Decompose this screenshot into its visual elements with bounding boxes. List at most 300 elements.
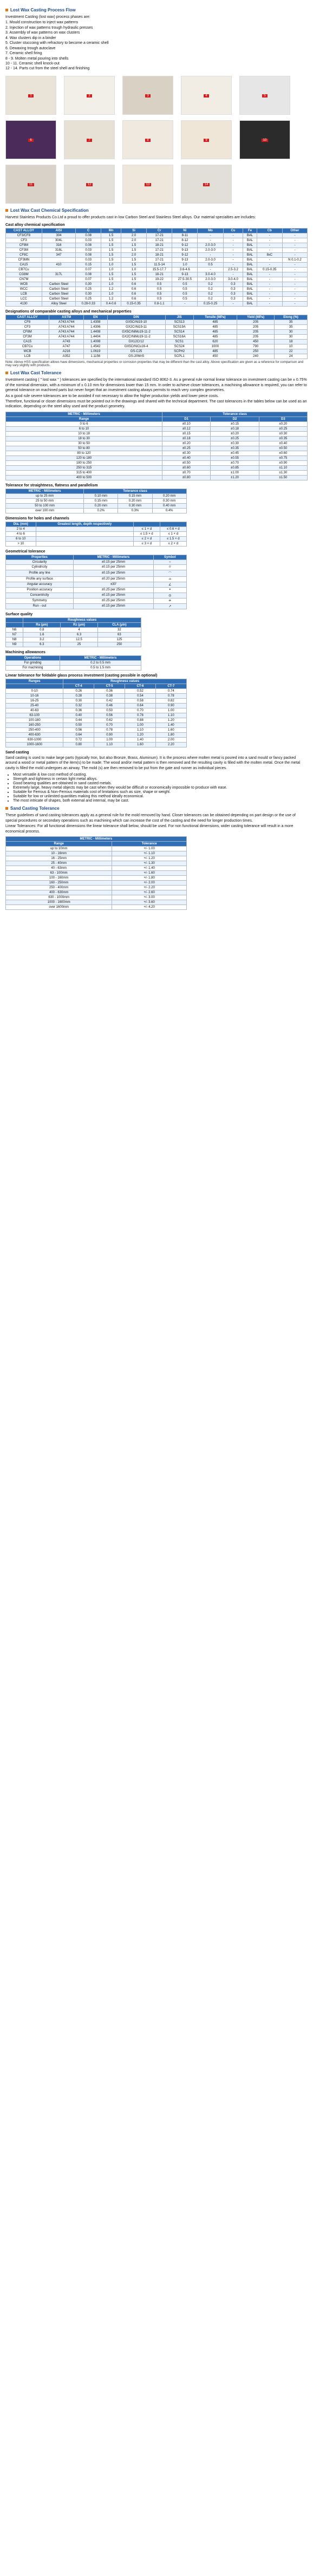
table-cell: 0.15-0.35: [121, 302, 147, 307]
table-cell: 18 to 30: [6, 436, 162, 441]
table-cell: -: [257, 243, 282, 248]
table-cell: 125: [97, 637, 141, 642]
table-cell: 0.42: [94, 698, 125, 703]
table-row: [6, 598, 187, 603]
table-row: [6, 456, 308, 460]
table-cell: ±0.45: [211, 451, 259, 456]
table-cell: 17-21: [147, 248, 172, 253]
table-cell: 10 to 18: [6, 431, 162, 436]
table-row: [6, 727, 187, 732]
designations-title: Designations of comparable casting alloys and mechanical properties: [5, 310, 132, 314]
table-cell: 0.2: [198, 287, 223, 292]
table-cell: 0.5: [172, 297, 198, 302]
table-cell: [36, 531, 133, 536]
table-cell: -: [282, 292, 307, 297]
table-cell: 0.90: [155, 703, 186, 708]
table-cell: over 100 mm: [6, 508, 84, 513]
table-cell: -: [257, 258, 282, 263]
table-cell: 0.40: [63, 713, 94, 718]
table-row: [6, 253, 308, 258]
table-cell: ±0.40: [259, 441, 307, 446]
table-cell: 0.30: [76, 282, 101, 287]
table-cell: A352: [49, 354, 84, 359]
table-cell: 12.5: [61, 637, 97, 642]
table-cell: 0.90: [94, 732, 125, 737]
table-row: [6, 354, 308, 359]
table-cell: 1.2: [101, 287, 121, 292]
table-row: [6, 698, 187, 703]
table-row: [6, 325, 308, 330]
table-cell: BAL: [243, 297, 257, 302]
table-cell: 400-630: [6, 732, 63, 737]
table-header-cell: Tensile (MPa): [193, 315, 237, 320]
table-header-cell: CT-7: [155, 684, 186, 688]
table-cell: 0.38: [94, 693, 125, 698]
table-cell: GS-20Mn5: [107, 354, 165, 359]
table-cell: 0.5: [172, 282, 198, 287]
table-cell: A747: [49, 344, 84, 349]
table-row: [6, 632, 141, 637]
table-cell: 0.32: [63, 703, 94, 708]
process-image-tile: [181, 120, 232, 159]
holes-table: [5, 522, 187, 547]
table-cell: ±0.20: [162, 441, 211, 446]
table-cell: 0.2: [198, 292, 223, 297]
table-cell: 0.50: [63, 723, 94, 727]
table-row: [6, 742, 187, 747]
process-image-number: 13: [145, 183, 152, 186]
table-cell: WCC: [6, 287, 42, 292]
table-cell: 4130: [6, 302, 42, 307]
table-cell: N9: [6, 642, 23, 647]
table-row: [6, 287, 308, 292]
table-cell: 2.5-3.2: [223, 268, 243, 272]
table-cell: SCPL1: [165, 354, 193, 359]
table-cell: 0.78: [94, 727, 125, 732]
table-cell: ±1.20: [211, 475, 259, 480]
table-header-cell: Rz (µm): [61, 622, 97, 627]
table-cell: 30: [275, 330, 308, 335]
table-cell: For machining: [6, 665, 60, 670]
table-header-cell: Greatest length, depth respectively: [36, 522, 133, 526]
table-cell: 1.10: [125, 727, 156, 732]
table-header-cell: Tolerance class: [84, 489, 187, 493]
table-cell: +/- 1.60: [112, 870, 186, 875]
table-cell: -: [223, 233, 243, 238]
table-cell: ±0.25: [259, 426, 307, 431]
table-row: [6, 460, 308, 465]
table-cell: 0.54: [125, 693, 156, 698]
designations-table: [5, 315, 308, 359]
table-header-cell: D2: [211, 417, 259, 421]
process-step: 1. Mould construction to inject wax patterns: [5, 21, 79, 25]
table-cell: LCB: [6, 292, 42, 297]
table-cell: 0.30 mm: [152, 498, 186, 503]
table-cell: CF3M: [6, 335, 49, 340]
sand-casting-subtitle: Sand casting: [5, 750, 29, 754]
sand-casting-bullets: [5, 773, 308, 803]
bullet-item: • Strength and tightness in certain light metal alloys.: [13, 777, 308, 781]
table-cell: 0.5: [147, 282, 172, 287]
table-cell: -: [282, 302, 307, 307]
table-cell: 450: [193, 354, 237, 359]
surface-table: [5, 617, 141, 647]
table-cell: [36, 526, 133, 531]
table-cell: CN7M: [6, 277, 42, 282]
table-cell: 15.5-17.7: [147, 268, 172, 272]
table-cell: 1.00: [155, 708, 186, 713]
table-header-cell: METRIC - Millimeters: [6, 412, 162, 417]
table-row: [6, 344, 308, 349]
table-cell: -: [223, 238, 243, 243]
table-cell: 0.30: [63, 698, 94, 703]
table-cell: 3.0-4.0: [223, 277, 243, 282]
table-row: [6, 526, 187, 531]
table-cell: 40-63: [6, 708, 63, 713]
table-cell: 2.0: [121, 233, 147, 238]
process-step: 8 - 9. Molten metal pouring into shells: [5, 56, 69, 61]
cost-title: Linear tolerance for foldable glass process investment (casting possible in optional): [5, 673, 158, 678]
process-image-tile: [122, 76, 173, 115]
table-row: [6, 875, 187, 880]
table-cell: 0.3: [223, 282, 243, 287]
table-header-cell: Ranges: [6, 679, 63, 684]
table-row: [6, 885, 187, 890]
table-cell: > 10: [6, 541, 36, 546]
table-cell: BAL: [243, 258, 257, 263]
bullet-square-icon: [5, 209, 8, 212]
process-image-number: 10: [262, 139, 269, 142]
table-cell: 0.25: [76, 297, 101, 302]
table-cell: ±0.15 per 25mm: [74, 570, 154, 576]
table-cell: ±0.30: [162, 451, 211, 456]
table-cell: 0.88: [125, 718, 156, 723]
table-cell: GS-C25: [107, 349, 165, 354]
table-cell: ±0.85: [211, 465, 259, 470]
table-cell: 0.07: [76, 268, 101, 272]
table-cell: 1.10: [94, 742, 125, 747]
table-cell: 0.6: [121, 297, 147, 302]
table-header-cell: Cu: [223, 229, 243, 233]
table-cell: -: [223, 272, 243, 277]
table-cell: ±0.25: [162, 446, 211, 451]
table-cell: WCB: [6, 282, 42, 287]
table-row: [6, 560, 187, 564]
process-step: 5. Cluster stuccoing with refractory to become a ceramic shell: [5, 41, 109, 45]
table-cell: 120 to 180: [6, 456, 162, 460]
table-cell: 0.2%: [84, 508, 118, 513]
table-cell: BAL: [243, 233, 257, 238]
table-row: [6, 421, 308, 426]
table-cell: 1.20: [155, 718, 186, 723]
table-cell: -: [223, 302, 243, 307]
table-cell: 0.15 mm: [118, 493, 152, 498]
table-header-cell: METRIC - Millimeters: [6, 489, 84, 493]
table-cell: 0.70: [94, 723, 125, 727]
table-cell: 0.5: [172, 287, 198, 292]
table-cell: 2.00: [155, 737, 186, 742]
table-cell: 1000: [193, 344, 237, 349]
table-cell: +/- 1.30: [112, 861, 186, 866]
table-cell: 0.08: [76, 272, 101, 277]
table-cell: 0.56: [94, 713, 125, 718]
table-cell: 10 - 16mm: [6, 851, 112, 856]
table-cell: BAL: [243, 253, 257, 258]
table-header-cell: CT-6: [125, 684, 156, 688]
table-cell: 1.6: [23, 632, 61, 637]
section-title-tolerance: Lost Wax Cast Tolerance: [5, 370, 308, 375]
table-cell: 35: [275, 320, 308, 325]
table-cell: LCB: [6, 354, 49, 359]
table-row: [6, 465, 308, 470]
table-header-cell: Tolerance class: [162, 412, 308, 417]
table-header-cell: [6, 684, 63, 688]
table-row: [6, 431, 308, 436]
table-cell: 1.4008: [84, 340, 107, 344]
table-cell: Concentricity: [6, 593, 74, 598]
table-cell: 63-100: [6, 713, 63, 718]
table-cell: CG8M: [6, 272, 42, 277]
table-cell: -: [223, 258, 243, 263]
table-row: [6, 713, 187, 718]
process-step: 10 - 11. Ceramic shell knock-out: [5, 61, 60, 66]
table-row: [6, 508, 187, 513]
table-cell: 205: [237, 330, 275, 335]
table-row: [6, 708, 187, 713]
process-image-number: 1: [28, 94, 33, 97]
chemical-table: [5, 228, 308, 307]
table-cell: -: [198, 238, 223, 243]
table-cell: -: [257, 287, 282, 292]
table-row: [6, 349, 308, 354]
table-cell: 0.15 mm: [84, 498, 118, 503]
table-cell: 0.52: [125, 688, 156, 693]
holes-title: Dimensions for holes and channels: [5, 516, 69, 521]
table-cell: -: [282, 248, 307, 253]
table-row: [6, 248, 308, 253]
table-cell: ±0.60: [162, 465, 211, 470]
table-cell: 485: [193, 335, 237, 340]
table-row: [6, 272, 308, 277]
table-row: [6, 665, 141, 670]
table-cell: -: [282, 238, 307, 243]
table-cell: BAL: [243, 287, 257, 292]
process-steps: [5, 20, 308, 71]
table-cell: 18-21: [147, 253, 172, 258]
table-row: [6, 441, 308, 446]
table-header-cell: [160, 522, 186, 526]
table-cell: -: [257, 292, 282, 297]
table-cell: ±30': [74, 582, 154, 587]
table-cell: 24: [275, 354, 308, 359]
table-cell: 450: [237, 340, 275, 344]
bullet-item: • Good bearing qualities are obtained in sand casted metals.: [13, 782, 308, 785]
table-cell: ≤ 2 × d: [133, 536, 160, 541]
table-cell: 100-160: [6, 718, 63, 723]
process-image-number: 8: [145, 139, 150, 142]
table-cell: BAL: [243, 238, 257, 243]
table-row: [6, 541, 187, 546]
table-cell: ±0.35: [211, 446, 259, 451]
table-cell: CF3M: [6, 248, 42, 253]
process-step: 6. Dewaxing trough autoclave: [5, 46, 56, 50]
table-cell: [36, 541, 133, 546]
table-cell: 250 - 400mm: [6, 885, 112, 890]
table-cell: GX12Cr12: [107, 340, 165, 344]
section-title-chemical: Lost Wax Cast Chemical Specification: [5, 208, 308, 213]
table-header-cell: Mn: [101, 229, 121, 233]
table-cell: 18: [275, 340, 308, 344]
table-cell: 25-40: [6, 703, 63, 708]
table-row: [6, 582, 187, 587]
table-cell: GX5CrNiCu16-4: [107, 344, 165, 349]
table-cell: Position accuracy: [6, 587, 74, 593]
table-cell: 0.58: [125, 698, 156, 703]
table-cell: 1.4542: [84, 344, 107, 349]
table-cell: 17-21: [147, 258, 172, 263]
table-cell: 6 to 10: [6, 536, 36, 541]
table-cell: BAL: [243, 248, 257, 253]
process-image-number: 3: [145, 94, 150, 97]
table-cell: 9-13: [172, 248, 198, 253]
table-cell: ±0.20 per 25mm: [74, 576, 154, 582]
table-cell: -: [223, 243, 243, 248]
table-cell: 0.08: [76, 233, 101, 238]
table-cell: ⌖: [153, 587, 186, 593]
table-cell: 1.0: [172, 263, 198, 268]
table-cell: ±0.12: [162, 426, 211, 431]
table-cell: 2.0-3.0: [198, 248, 223, 253]
table-cell: -: [198, 253, 223, 258]
table-cell: 0.08: [76, 243, 101, 248]
process-image-number: 12: [86, 183, 93, 186]
table-cell: 0.36: [63, 708, 94, 713]
table-header-cell: JIS: [165, 315, 193, 320]
table-cell: 0.36: [94, 688, 125, 693]
table-header-cell: AISI: [42, 229, 75, 233]
table-cell: 410: [42, 263, 75, 268]
table-cell: 0.78: [155, 693, 186, 698]
table-cell: 22: [275, 349, 308, 354]
table-row: [6, 846, 187, 851]
table-cell: 0.5: [198, 263, 223, 268]
table-cell: -: [257, 263, 282, 268]
table-row: [6, 642, 141, 647]
process-image-tile: [5, 76, 56, 115]
table-cell: SCPH2: [165, 349, 193, 354]
table-cell: 0.28-0.33: [76, 302, 101, 307]
table-cell: ±0.20: [211, 431, 259, 436]
table-header-cell: Fe: [243, 229, 257, 233]
table-cell: 2.0-3.0: [198, 243, 223, 248]
process-image-tile: [64, 165, 115, 204]
table-cell: -: [223, 263, 243, 268]
table-cell: 0.20 mm: [84, 503, 118, 508]
bullet-square-icon: [5, 372, 8, 374]
table-cell: 9-13: [172, 258, 198, 263]
table-row: [6, 426, 308, 431]
table-cell: 0.15-0.35: [257, 268, 282, 272]
table-cell: 40 - 63mm: [6, 866, 112, 870]
table-cell: 1.5: [121, 258, 147, 263]
table-cell: 0.28: [63, 693, 94, 698]
table-cell: 0.20 mm: [118, 498, 152, 503]
table-cell: 0.46: [94, 703, 125, 708]
table-cell: 50 to 100 mm: [6, 503, 84, 508]
table-row: [6, 263, 308, 268]
table-row: [6, 723, 187, 727]
table-cell: up to 10mm: [6, 846, 112, 851]
table-cell: 0.2: [198, 282, 223, 287]
table-row: [6, 320, 308, 325]
table-cell: CF8: [6, 320, 49, 325]
table-cell: 485: [193, 320, 237, 325]
bullet-item: • The most intricate of shapes, both external and internal, may be cast.: [13, 799, 308, 803]
table-header-cell: CLA (µin): [97, 622, 141, 627]
table-row: [6, 340, 308, 344]
table-cell: Carbon Steel: [42, 292, 75, 297]
table-cell: Circularity: [6, 560, 74, 564]
table-cell: 63 - 100mm: [6, 870, 112, 875]
table-cell: ◎: [153, 593, 186, 598]
table-cell: 315 to 400: [6, 470, 162, 475]
table-row: [6, 233, 308, 238]
table-cell: A743 A744: [49, 330, 84, 335]
table-row: [6, 570, 187, 576]
table-cell: 0.03: [76, 258, 101, 263]
table-header-cell: [133, 522, 160, 526]
table-cell: 316L: [42, 248, 75, 253]
table-cell: ±0.55: [211, 456, 259, 460]
table-cell: 1.20: [125, 732, 156, 737]
table-cell: CF3: [6, 325, 49, 330]
table-cell: Cylindricity: [6, 564, 74, 570]
table-header-cell: D3: [259, 417, 307, 421]
table-cell: ±0.18: [162, 436, 211, 441]
table-cell: BAL: [243, 282, 257, 287]
table-cell: 205: [237, 320, 275, 325]
table-header-cell: EN: [84, 315, 107, 320]
table-header-cell: Roughness values: [23, 617, 141, 622]
table-cell: 1.5: [101, 277, 121, 282]
table-header-cell: Other: [282, 229, 307, 233]
process-image-tile: [122, 120, 173, 159]
table-header-cell: CAST ALLOY: [6, 229, 42, 233]
table-cell: 0.5: [147, 292, 172, 297]
table-cell: 620: [193, 340, 237, 344]
table-cell: 2.0-3.0: [198, 277, 223, 282]
table-cell: -: [282, 253, 307, 258]
table-cell: For grinding: [6, 660, 60, 665]
table-cell: 2.0: [121, 238, 147, 243]
table-cell: ∠: [153, 582, 186, 587]
sand-tolerance-p1: These guidelines of sand casting tolerances apply as a general rule for the mold removed by hand. Closer tolerances can be obtained depending on part design or the use of special procedures or secondary operations such as machining which can increase the cost of the casting and the need for longer production times.: [5, 814, 296, 823]
table-cell: 0.3%: [118, 508, 152, 513]
table-cell: 1.5: [121, 272, 147, 277]
table-cell: -: [282, 268, 307, 272]
table-cell: 1.0: [101, 292, 121, 297]
table-cell: 205: [237, 335, 275, 340]
table-header-cell: Si: [121, 229, 147, 233]
table-header-cell: Symbol: [153, 555, 186, 560]
table-cell: 1.5: [101, 272, 121, 277]
table-row: [6, 330, 308, 335]
table-cell: ≤ 1 × d: [160, 531, 186, 536]
geometrical-table: [5, 555, 187, 609]
table-cell: 1.5: [121, 263, 147, 268]
process-image-tile: [181, 165, 232, 204]
table-cell: 1.10: [155, 713, 186, 718]
